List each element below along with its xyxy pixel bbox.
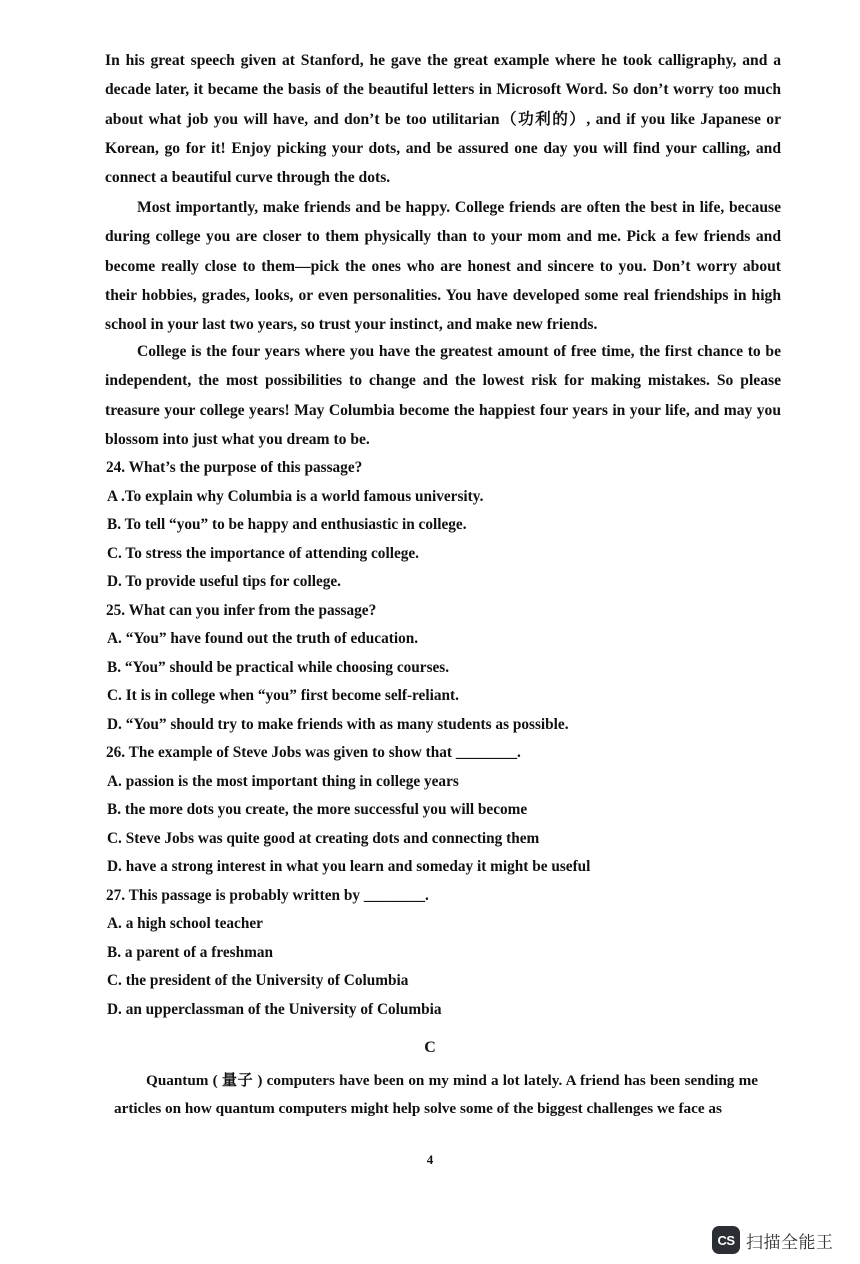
option-b: B. To tell “you” to be happy and enthusiastic in college. xyxy=(107,516,467,533)
scanner-watermark xyxy=(712,1224,834,1256)
passage-paragraph-2: Most importantly, make friends and be happy. College friends are often the best in life, because during college you are closer to them physically than to your mom and me. Pick a few friends and become really close to them—pick the ones who are honest and sincere to you. Don’t worry about their hobbies, grades, looks, or even personalities. You have developed some real friendships in high school in your last two years, so trust your instinct, and make new friends. xyxy=(105,199,781,334)
question-stem: 24. What’s the purpose of this passage? xyxy=(106,459,363,476)
option-a: A. passion is the most important thing in college years xyxy=(107,772,459,790)
question-27 xyxy=(106,882,786,1025)
option-b: B. a parent of a freshman xyxy=(107,943,274,961)
question-list xyxy=(106,454,786,1024)
option-a: A. “You” have found out the truth of education. xyxy=(107,630,419,647)
question-stem: 25. What can you infer from the passage? xyxy=(106,601,377,619)
option-d: D. To provide useful tips for college. xyxy=(107,573,342,590)
page-number: 4 xyxy=(426,1152,434,1167)
option-b: B. the more dots you create, the more successful you will become xyxy=(107,801,528,818)
option-c: C. Steve Jobs was quite good at creating dots and connecting them xyxy=(107,829,540,847)
option-d: D. “You” should try to make friends with as many students as possible. xyxy=(107,715,569,733)
question-26 xyxy=(106,739,786,882)
option-d: D. have a strong interest in what you learn and someday it might be useful xyxy=(107,858,591,875)
option-a: A .To explain why Columbia is a world famous university. xyxy=(107,487,484,505)
question-stem: 26. The example of Steve Jobs was given to show that ________. xyxy=(106,744,521,761)
question-24 xyxy=(106,454,786,597)
option-b: B. “You” should be practical while choosing courses. xyxy=(107,658,450,676)
option-c: C. To stress the importance of attending college. xyxy=(107,544,420,562)
option-c: C. It is in college when “you” first become self-reliant. xyxy=(107,687,459,704)
option-a: A. a high school teacher xyxy=(107,915,263,932)
question-stem: 27. This passage is probably written by ________. xyxy=(106,886,429,904)
option-c: C. the president of the University of Columbia xyxy=(107,972,409,989)
question-25 xyxy=(106,597,786,740)
passage-paragraph-1: In his great speech given at Stanford, he gave the great example where he took calligraphy, and a decade later, it became the basis of the beautiful letters in Microsoft Word. So don’t worry too much about what job you will have, and don’t be too utilitarian（功利的）, and if you like Japanese or Korean, go for it! Enjoy picking your dots, and be assured one day you will find your calling, and connect a beautiful curve through the dots. xyxy=(105,52,781,187)
camscanner-logo-icon: CS xyxy=(712,1226,740,1254)
passage-paragraph-3: College is the four years where you have the greatest amount of free time, the first chance to be independent, the most possibilities to change and the lowest risk for making mistakes. So please treasure your college years! May Columbia become the happiest four years in your life, and may you blossom into just what you dream to be. xyxy=(105,343,781,448)
watermark-text: 扫描全能王 xyxy=(746,1232,834,1253)
section-c-paragraph: Quantum ( 量子 ) computers have been on my mind a lot lately. A friend has been sending me articles on how quantum computers might help solve some of the biggest challenges we face as xyxy=(114,1072,758,1117)
option-d: D. an upperclassman of the University of Columbia xyxy=(107,1000,442,1018)
section-heading: C xyxy=(424,1039,436,1056)
